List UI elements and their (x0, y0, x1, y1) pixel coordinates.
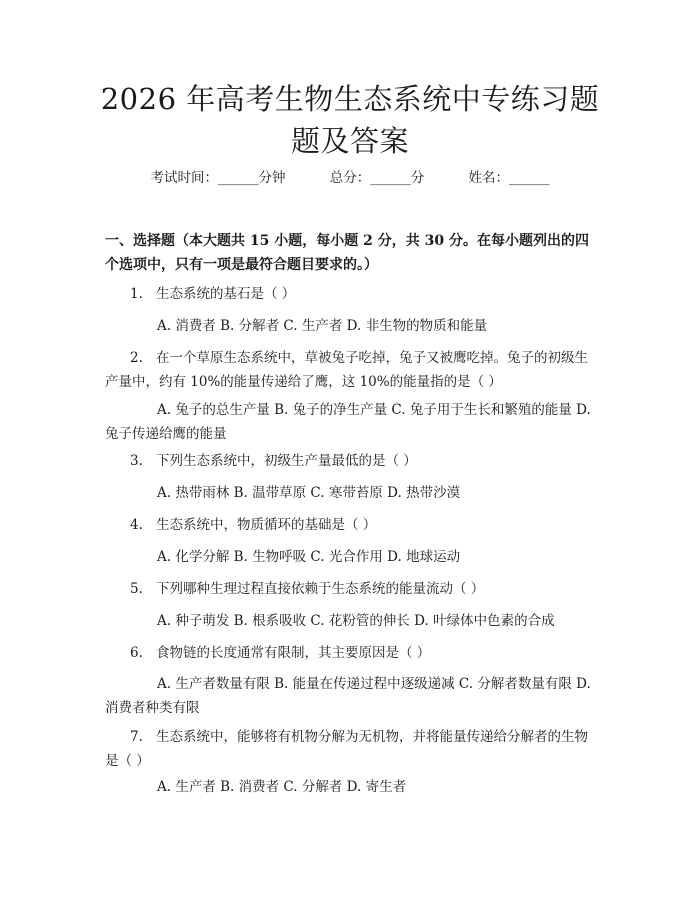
question-options: A. 消费者 B. 分解者 C. 生产者 D. 非生物的物质和能量 (157, 318, 488, 334)
question-item (105, 577, 600, 601)
question-number: 6. (130, 645, 143, 661)
question-item (105, 513, 600, 537)
question-item (105, 449, 600, 473)
question-options: A. 兔子的总生产量 B. 兔子的净生产量 C. 兔子用于生长和繁殖的能量 D. 兔子传递给鹰的能量 (105, 402, 591, 442)
question-number: 4. (130, 517, 143, 533)
question-options: A. 生产者数量有限 B. 能量在传递过程中逐级递减 C. 分解者数量有限 D. 消费者种类有限 (105, 676, 591, 716)
question-options: A. 种子萌发 B. 根系吸收 C. 花粉管的伸长 D. 叶绿体中色素的合成 (157, 613, 555, 629)
question-options: A. 热带雨林 B. 温带草原 C. 寒带苔原 D. 热带沙漠 (157, 485, 461, 501)
question-stem: 生态系统的基石是（ ） (156, 286, 296, 302)
question-item (105, 282, 600, 306)
question-item (105, 725, 600, 773)
name-label: 姓名：______ (468, 170, 550, 186)
question-stem: 下列生态系统中，初级生产量最低的是（ ） (156, 453, 417, 469)
question-item (105, 346, 600, 394)
question-number: 1. (130, 286, 143, 302)
question-item (105, 641, 600, 665)
question-stem: 下列哪种生理过程直接依赖于生态系统的能量流动（ ） (156, 581, 485, 597)
question-options: A. 生产者 B. 消费者 C. 分解者 D. 寄生者 (157, 779, 407, 795)
exam-time-label: 考试时间：______分钟 (150, 170, 286, 186)
question-stem: 食物链的长度通常有限制，其主要原因是（ ） (156, 645, 431, 661)
question-number: 3. (130, 453, 143, 469)
section-heading: 一、选择题（本大题共 15 小题，每小题 2 分，共 30 分。在每小题列出的四个选项中，只有一项是最符合题目要求的。） (105, 233, 589, 273)
question-number: 7. (130, 729, 143, 745)
question-stem: 在一个草原生态系统中，草被兔子吃掉，兔子又被鹰吃掉。兔子的初级生产量中，约有 10%的能量传递给了鹰，这 10%的能量指的是（ ） (105, 350, 588, 390)
question-stem: 生态系统中，物质循环的基础是（ ） (156, 517, 377, 533)
document-title: 2026 年高考生物生态系统中专练习题题及答案 (100, 82, 600, 158)
question-number: 2. (130, 350, 143, 366)
question-number: 5. (130, 581, 143, 597)
question-options: A. 化学分解 B. 生物呼吸 C. 光合作用 D. 地球运动 (157, 549, 461, 565)
total-score-label: 总分：______分 (329, 170, 425, 186)
exam-info (0, 168, 700, 188)
question-stem: 生态系统中，能够将有机物分解为无机物，并将能量传递给分解者的生物是（ ） (105, 729, 588, 769)
